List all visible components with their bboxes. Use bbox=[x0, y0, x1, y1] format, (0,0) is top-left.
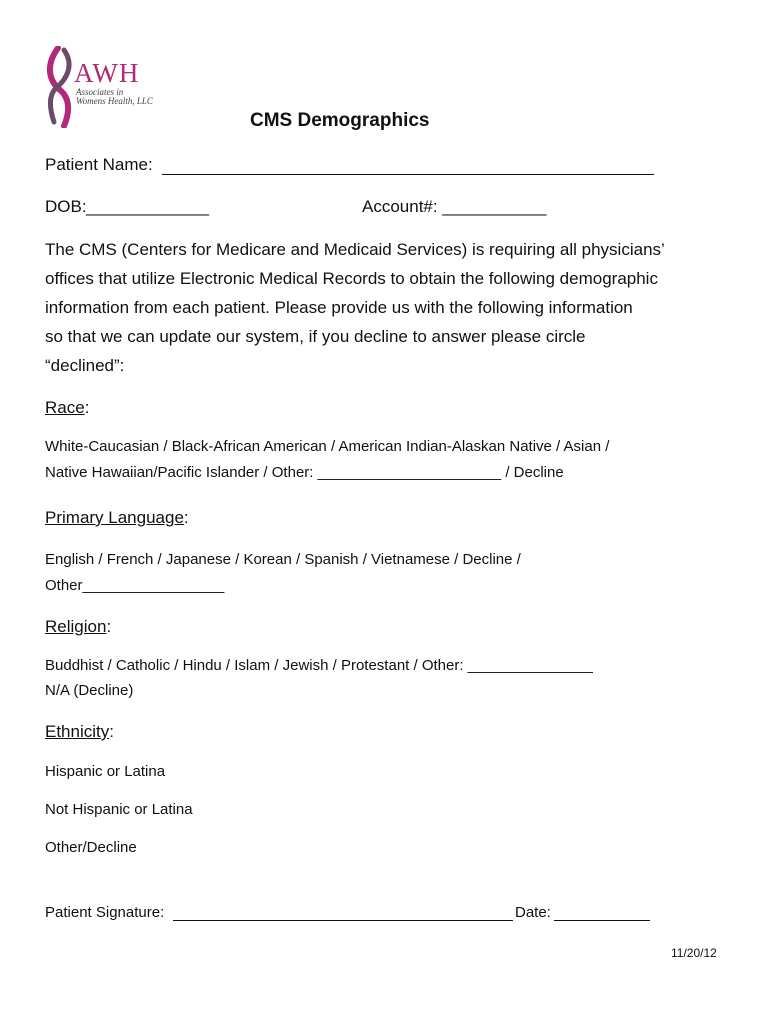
account-number-field[interactable]: Account#: ___________ bbox=[362, 197, 547, 216]
logo-subtitle-line1: Associates in bbox=[76, 87, 124, 97]
date-label: Date: bbox=[515, 904, 551, 921]
intro-line-4: so that we can update our system, if you decline to answer please circle bbox=[45, 327, 586, 346]
religion-colon: : bbox=[106, 617, 112, 636]
signature-field[interactable] bbox=[173, 920, 513, 921]
religion-heading-text: Religion bbox=[45, 617, 107, 636]
date-field[interactable] bbox=[554, 920, 650, 921]
language-heading bbox=[45, 508, 189, 528]
language-heading-text: Primary Language bbox=[45, 508, 184, 527]
logo-letters: AWH bbox=[74, 58, 140, 88]
language-options-line-2[interactable]: Other_________________ bbox=[45, 577, 225, 594]
intro-line-3: information from each patient. Please provide us with the following information bbox=[45, 298, 633, 317]
language-options-line-1[interactable]: English / French / Japanese / Korean / Spanish / Vietnamese / Decline / bbox=[45, 551, 521, 568]
intro-paragraph bbox=[45, 235, 745, 380]
dob-label: DOB: bbox=[45, 197, 87, 216]
race-options-line-2[interactable]: Native Hawaiian/Pacific Islander / Other: ______________________ / Decline bbox=[45, 464, 564, 481]
footer-date: 11/20/12 bbox=[671, 946, 717, 960]
dob-field[interactable]: _____________ bbox=[86, 197, 209, 216]
page-title: CMS Demographics bbox=[250, 110, 430, 131]
language-colon: : bbox=[183, 508, 189, 527]
logo-subtitle bbox=[76, 88, 153, 106]
ethnicity-colon: : bbox=[109, 722, 114, 741]
awh-logo bbox=[44, 46, 174, 128]
race-heading bbox=[45, 398, 89, 418]
religion-heading bbox=[45, 617, 111, 637]
race-colon: : bbox=[84, 398, 90, 417]
intro-line-2: offices that utilize Electronic Medical Records to obtain the following demographic bbox=[45, 269, 658, 288]
ethnicity-heading-text: Ethnicity bbox=[45, 722, 110, 741]
race-heading-text: Race bbox=[45, 398, 85, 417]
religion-options-line-1[interactable]: Buddhist / Catholic / Hindu / Islam / Jewish / Protestant / Other: _______________ bbox=[45, 657, 593, 674]
patient-name-field[interactable] bbox=[162, 174, 654, 175]
patient-name-label: Patient Name: bbox=[45, 155, 153, 174]
logo-subtitle-line2: Womens Health, LLC bbox=[76, 96, 153, 106]
intro-line-1: The CMS (Centers for Medicare and Medicaid Services) is requiring all physicians’ bbox=[45, 240, 665, 259]
religion-options-line-2[interactable]: N/A (Decline) bbox=[45, 682, 134, 699]
ethnicity-option-not-hispanic[interactable]: Not Hispanic or Latina bbox=[45, 801, 193, 818]
signature-label: Patient Signature: bbox=[45, 904, 165, 921]
race-options-line-1[interactable]: White-Caucasian / Black-African American / American Indian-Alaskan Native / Asian / bbox=[45, 438, 610, 455]
ribbon-icon bbox=[44, 46, 76, 128]
ethnicity-option-hispanic[interactable]: Hispanic or Latina bbox=[45, 763, 166, 780]
intro-line-5: “declined”: bbox=[45, 356, 125, 375]
ethnicity-heading bbox=[45, 722, 114, 742]
ethnicity-option-other-decline[interactable]: Other/Decline bbox=[45, 839, 137, 856]
